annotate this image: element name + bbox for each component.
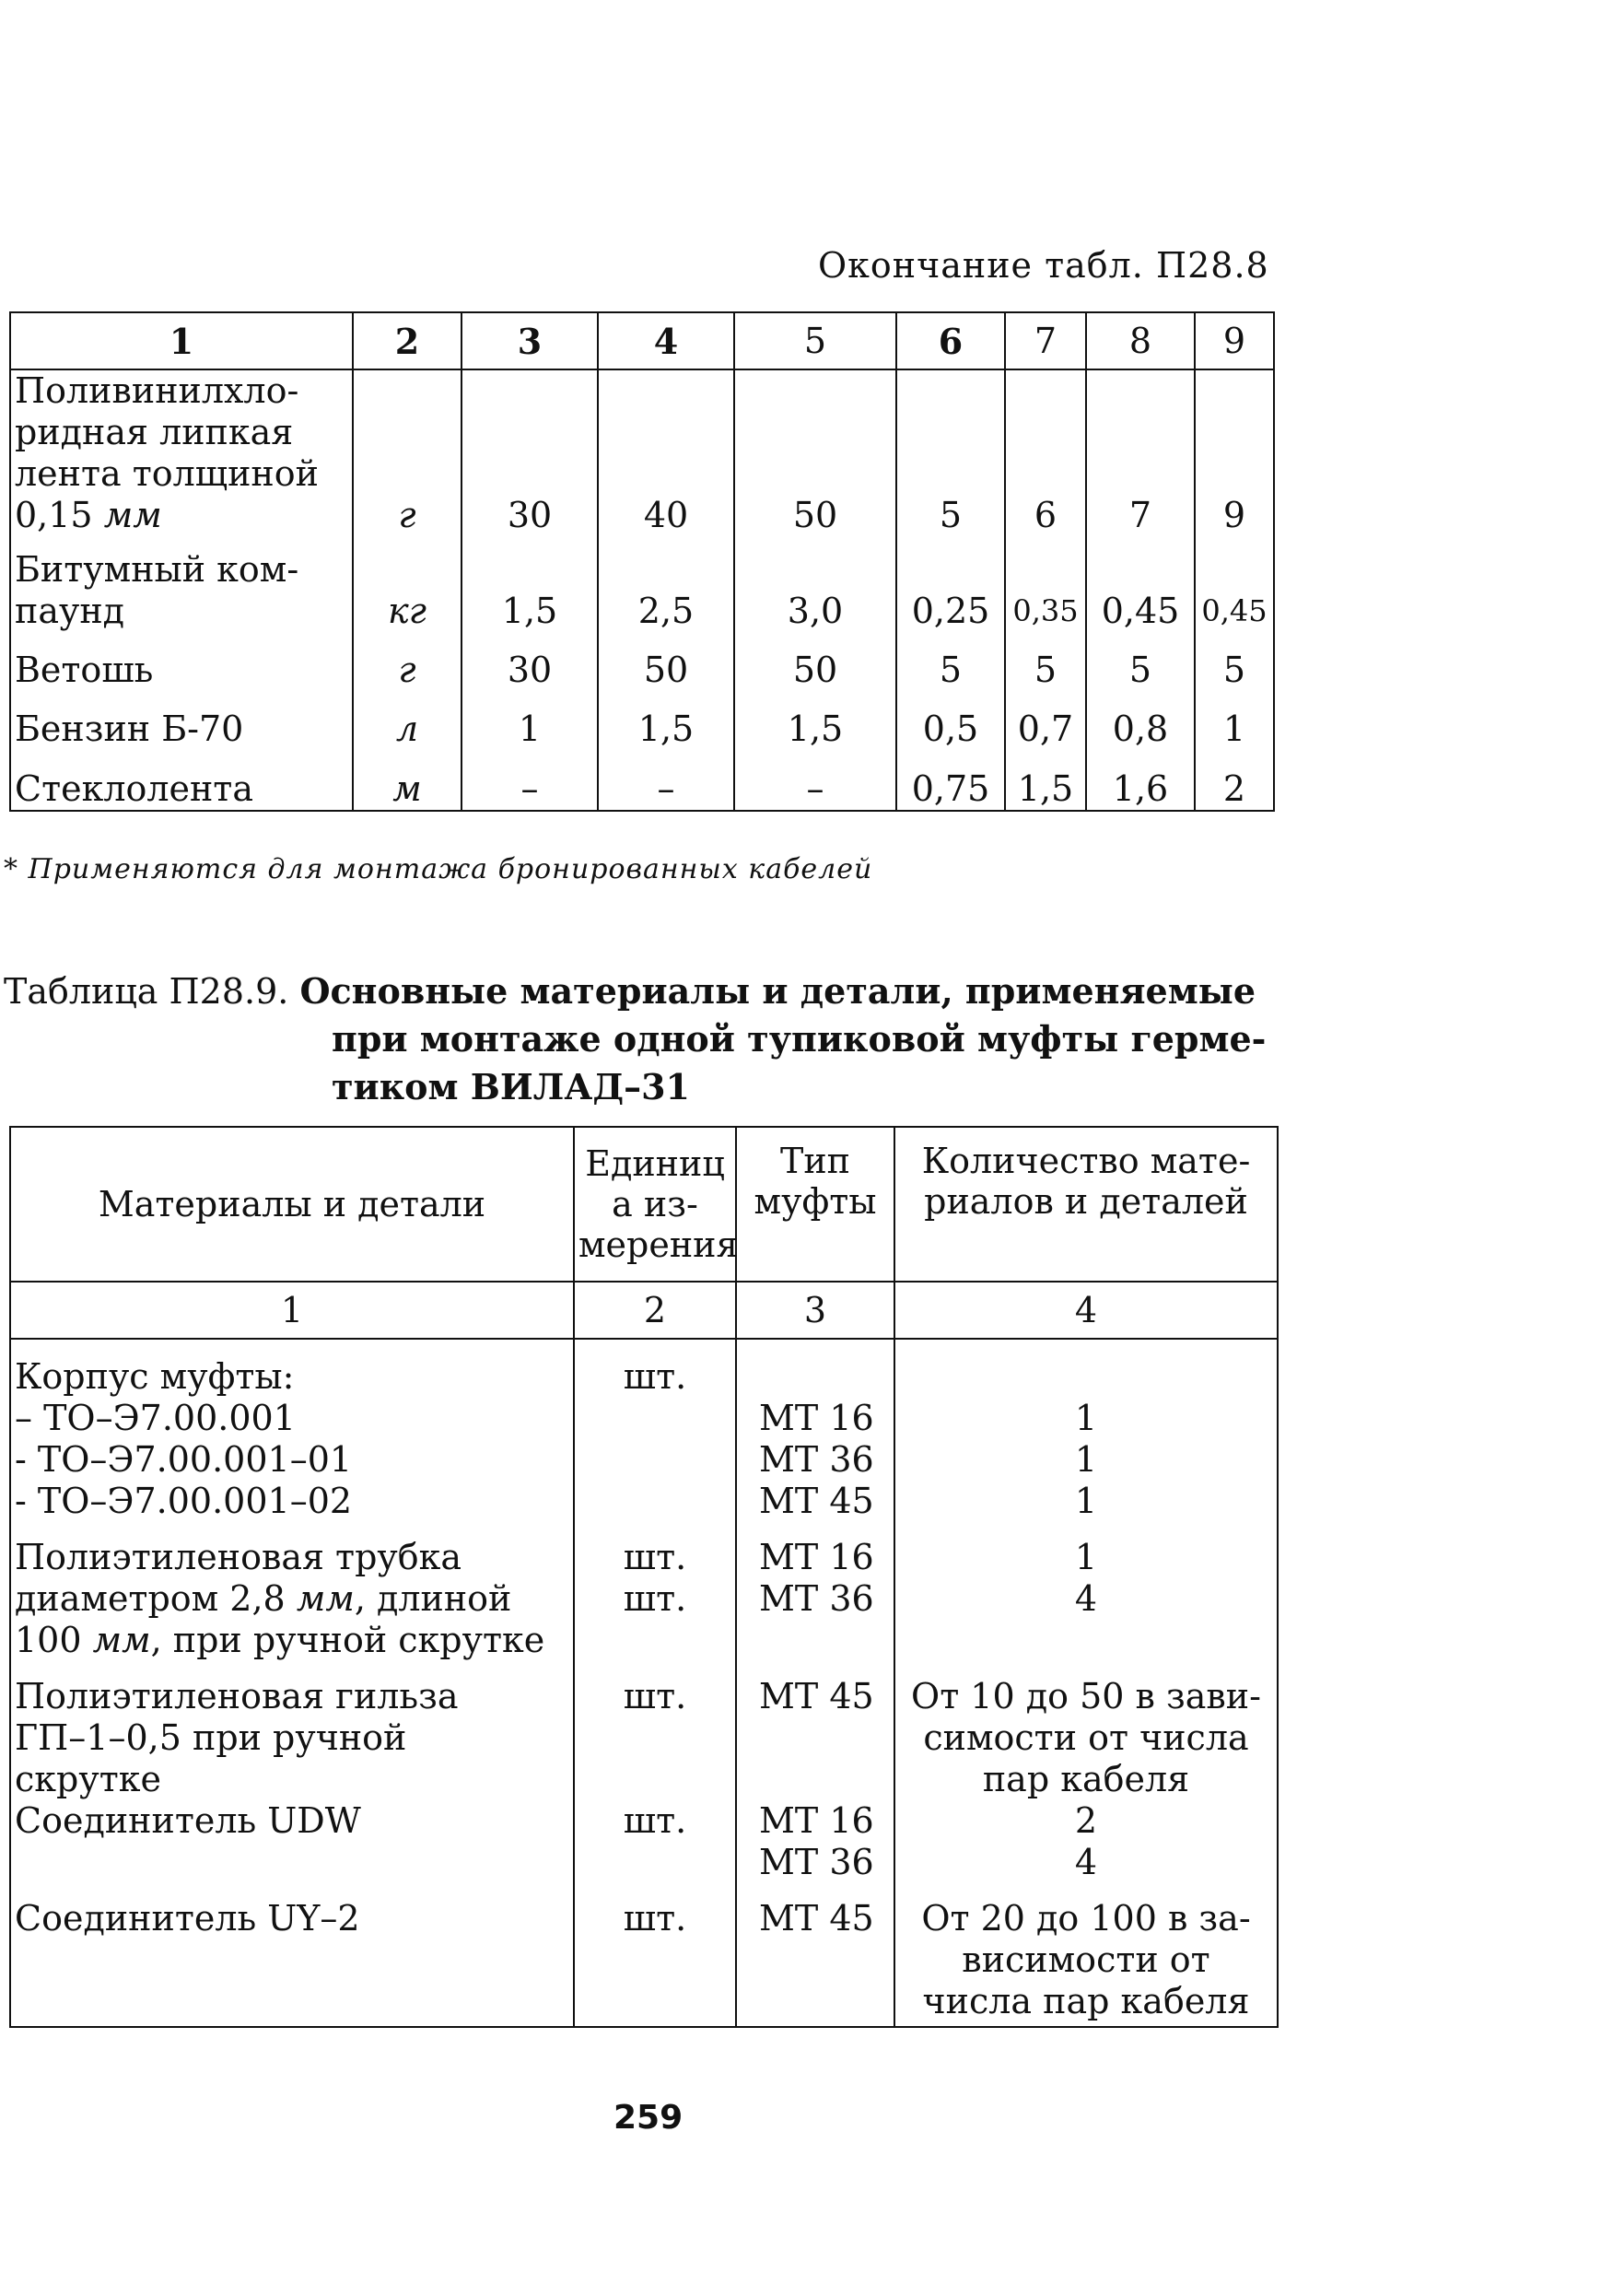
- table2-header: Материалы и детали: [10, 1127, 574, 1282]
- value-cell: 5: [896, 632, 1005, 691]
- value-cell: 0,75: [896, 750, 1005, 811]
- value-cell: 2: [1195, 750, 1274, 811]
- name-line: ГП–1–0,5 при ручной: [15, 1717, 407, 1758]
- table2-number-row: [10, 1282, 1278, 1339]
- unit-cell: м: [353, 750, 461, 811]
- table1-caption: Окончание табл. П28.8: [818, 245, 1269, 286]
- header-line: риалов и деталей: [924, 1181, 1248, 1222]
- value-cell: 0,35: [1005, 536, 1086, 632]
- unit-line: шт.: [623, 1676, 687, 1716]
- unit-cell: [574, 1522, 736, 1661]
- value-cell: 5: [1005, 632, 1086, 691]
- qty-cell: [894, 1883, 1278, 2027]
- unit-line: шт.: [623, 1800, 687, 1841]
- unit-cell: г: [353, 369, 461, 536]
- material-name: [10, 1522, 574, 1661]
- page-number: 259: [613, 2099, 683, 2137]
- column-number: 4: [894, 1282, 1278, 1339]
- table2-title-line2: при монтаже одной тупиковой муфты герме-: [332, 1018, 1267, 1060]
- value-cell: 1,5: [461, 536, 598, 632]
- table-row: [10, 691, 1274, 750]
- table-row: [10, 1339, 1278, 1522]
- name-line: диаметром 2,8 мм, длиной: [15, 1578, 512, 1619]
- table2-header: [574, 1127, 739, 1282]
- table1-header: 5: [734, 312, 896, 369]
- value-cell: 7: [1086, 369, 1195, 536]
- material-name: [10, 1339, 574, 1522]
- value-cell: 0,45: [1195, 536, 1274, 632]
- unit-cell: [574, 1800, 736, 1883]
- value-cell: 5: [896, 369, 1005, 536]
- table2-header: [894, 1127, 1278, 1282]
- name-line: Битумный ком-: [15, 549, 299, 590]
- name-line: 0,15 мм: [15, 495, 162, 535]
- table1-header: 1: [10, 312, 353, 369]
- table2-header: [736, 1127, 894, 1282]
- unit-cell: кг: [353, 536, 461, 632]
- type-cell: [736, 1883, 894, 2027]
- qty-line: симости от числа: [923, 1717, 1249, 1758]
- qty-cell: [894, 1522, 1278, 1661]
- table1-header: 8: [1086, 312, 1195, 369]
- value-cell: 30: [461, 369, 598, 536]
- unit-line: шт.: [623, 1578, 687, 1619]
- name-line: – ТО–Э7.00.001: [15, 1398, 296, 1438]
- table1-header-row: [10, 312, 1274, 369]
- value-cell: 2,5: [598, 536, 734, 632]
- value-cell: 50: [734, 369, 896, 536]
- name-line: Полиэтиленовая гильза: [15, 1676, 459, 1716]
- qty-line: 4: [1074, 1578, 1098, 1619]
- qty-cell: [894, 1661, 1278, 1800]
- material-name: [10, 1883, 574, 2027]
- unit-cell: л: [353, 691, 461, 750]
- table1: [9, 311, 1275, 812]
- table1-header: 2: [353, 312, 461, 369]
- qty-line: 4: [1074, 1842, 1098, 1882]
- header-line: мерения: [578, 1224, 739, 1265]
- unit-cell: [574, 1883, 736, 2027]
- table1-header: 3: [461, 312, 598, 369]
- value-cell: 1: [461, 691, 598, 750]
- value-cell: 0,7: [1005, 691, 1086, 750]
- qty-line: висимости от: [962, 1939, 1210, 1980]
- qty-cell: [894, 1800, 1278, 1883]
- type-line: МТ 45: [759, 1676, 874, 1716]
- value-cell: 3,0: [734, 536, 896, 632]
- value-cell: –: [734, 750, 896, 811]
- value-cell: 5: [1086, 632, 1195, 691]
- name-line: Корпус муфты:: [15, 1356, 295, 1397]
- qty-line: От 20 до 100 в за-: [921, 1898, 1251, 1939]
- table2-title-label: Таблица П28.9.: [4, 971, 289, 1012]
- unit-cell: [574, 1339, 736, 1522]
- table-row: [10, 536, 1274, 632]
- qty-line: 2: [1074, 1800, 1098, 1841]
- qty-line: числа пар кабеля: [922, 1981, 1250, 2021]
- header-line: Количество мате-: [921, 1141, 1251, 1181]
- material-name: Ветошь: [10, 632, 353, 691]
- type-cell: [736, 1522, 894, 1661]
- unit-line: шт.: [623, 1898, 687, 1939]
- qty-cell: [894, 1339, 1278, 1522]
- type-line: МТ 16: [759, 1398, 874, 1438]
- type-line: МТ 36: [759, 1439, 874, 1480]
- table1-footnote: * Применяются для монтажа бронированных кабелей: [4, 853, 873, 885]
- table-row: [10, 750, 1274, 811]
- value-cell: 30: [461, 632, 598, 691]
- material-name: [10, 1800, 574, 1883]
- column-number: 3: [736, 1282, 894, 1339]
- value-cell: 0,5: [896, 691, 1005, 750]
- table1-header: 4: [598, 312, 734, 369]
- table-row: [10, 1883, 1278, 2027]
- qty-line: 1: [1074, 1537, 1098, 1577]
- value-cell: 1: [1195, 691, 1274, 750]
- header-line: Единиц: [585, 1143, 725, 1184]
- value-cell: 40: [598, 369, 734, 536]
- value-cell: 50: [734, 632, 896, 691]
- type-line: МТ 36: [759, 1578, 874, 1619]
- table2-header-row: [10, 1127, 1278, 1282]
- name-line: Соединитель UY–2: [15, 1898, 360, 1939]
- value-cell: 6: [1005, 369, 1086, 536]
- table1-header: 6: [896, 312, 1005, 369]
- header-line: Тип: [780, 1141, 850, 1181]
- type-line: МТ 16: [759, 1800, 874, 1841]
- table2-title-line3: тиком ВИЛАД–31: [332, 1066, 690, 1107]
- type-cell: [736, 1339, 894, 1522]
- qty-line: 1: [1074, 1398, 1098, 1438]
- name-line: 100 мм, при ручной скрутке: [15, 1620, 545, 1660]
- unit-line: шт.: [623, 1356, 687, 1397]
- name-line: скрутке: [15, 1759, 161, 1799]
- name-line: Полиэтиленовая трубка: [15, 1537, 462, 1577]
- header-line: муфты: [754, 1181, 877, 1222]
- type-line: МТ 45: [759, 1481, 874, 1521]
- value-cell: 1,5: [598, 691, 734, 750]
- material-name: Стеклолента: [10, 750, 353, 811]
- unit-line: шт.: [623, 1537, 687, 1577]
- table-row: [10, 1661, 1278, 1800]
- unit-cell: [574, 1661, 736, 1800]
- qty-line: От 10 до 50 в зави-: [911, 1676, 1261, 1716]
- name-line: лента толщиной: [15, 453, 319, 494]
- column-number: 2: [574, 1282, 736, 1339]
- table1-header: 7: [1005, 312, 1086, 369]
- table2-title: [4, 967, 1275, 1111]
- table-row: [10, 1522, 1278, 1661]
- table-row: [10, 369, 1274, 536]
- header-line: а из-: [612, 1184, 698, 1224]
- column-number: 1: [10, 1282, 574, 1339]
- material-name: [10, 1661, 574, 1800]
- name-line: ридная липкая: [15, 412, 294, 452]
- type-cell: [736, 1800, 894, 1883]
- value-cell: 9: [1195, 369, 1274, 536]
- value-cell: 1,5: [734, 691, 896, 750]
- qty-line: пар кабеля: [982, 1759, 1190, 1799]
- value-cell: 1,6: [1086, 750, 1195, 811]
- value-cell: 0,25: [896, 536, 1005, 632]
- type-cell: [736, 1661, 894, 1800]
- value-cell: 1,5: [1005, 750, 1086, 811]
- value-cell: 0,8: [1086, 691, 1195, 750]
- value-cell: 50: [598, 632, 734, 691]
- type-line: МТ 45: [759, 1898, 874, 1939]
- table2-title-line1: [4, 967, 1275, 1015]
- name-line: - ТО–Э7.00.001–02: [15, 1481, 353, 1521]
- type-line: МТ 36: [759, 1842, 874, 1882]
- name-line: - ТО–Э7.00.001–01: [15, 1439, 353, 1480]
- name-line: Соединитель UDW: [15, 1800, 361, 1841]
- material-name: [10, 369, 353, 536]
- table2-title-text: Основные материалы и детали, применяемые: [299, 970, 1256, 1012]
- material-name: Бензин Б-70: [10, 691, 353, 750]
- value-cell: 0,45: [1086, 536, 1195, 632]
- value-cell: –: [461, 750, 598, 811]
- qty-line: 1: [1074, 1481, 1098, 1521]
- table1-header: 9: [1195, 312, 1274, 369]
- qty-line: 1: [1074, 1439, 1098, 1480]
- type-line: МТ 16: [759, 1537, 874, 1577]
- table-row: [10, 632, 1274, 691]
- name-line: Поливинилхло-: [15, 370, 299, 411]
- material-name: [10, 536, 353, 632]
- name-line: паунд: [15, 591, 125, 631]
- value-cell: 5: [1195, 632, 1274, 691]
- value-cell: –: [598, 750, 734, 811]
- table2: [9, 1126, 1279, 2028]
- unit-cell: г: [353, 632, 461, 691]
- table-row: [10, 1800, 1278, 1883]
